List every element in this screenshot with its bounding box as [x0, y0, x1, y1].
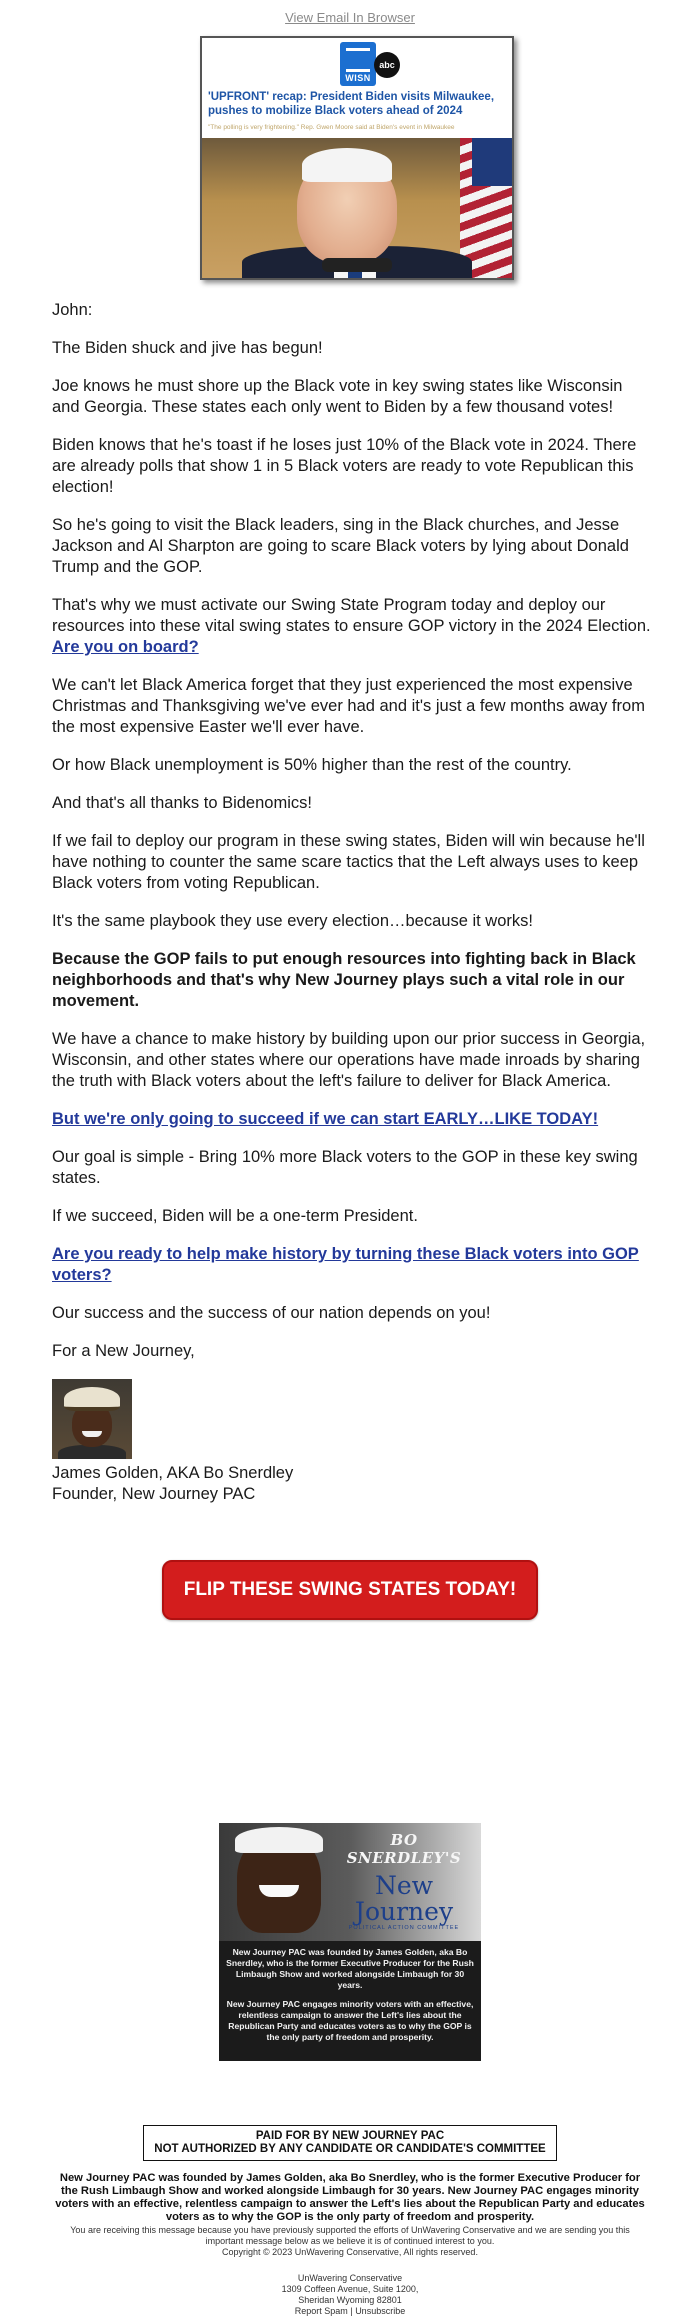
- promo-smile: [259, 1885, 299, 1897]
- promo-text-1: New Journey PAC was founded by James Golden, aka Bo Snerdley, who is the former Executive Producer for the Rush Limbaugh Show and worked alongside Limbaugh for 30 years.: [226, 1947, 474, 1990]
- news-quote: "The polling is very frightening." Rep. Gwen Moore said at Biden's event in Milwaukee: [208, 124, 455, 131]
- footer-notice: [54, 2225, 646, 2258]
- paragraph-14: If we succeed, Biden will be a one-term President.: [52, 1207, 418, 1225]
- paragraph-7: Or how Black unemployment is 50% higher than the rest of the country.: [52, 756, 572, 774]
- paragraph-13: Our goal is simple - Bring 10% more Black voters to the GOP in these key swing states.: [52, 1148, 638, 1187]
- signature-block: [52, 1463, 652, 1505]
- paragraph-8: And that's all thanks to Bidenomics!: [52, 794, 312, 812]
- promo-text-2: New Journey PAC engages minority voters with an effective, relentless campaign to answer the Left's lies about the Republican Party and educates voters as to why the GOP is the only party of freedom and prosperity.: [226, 1999, 474, 2042]
- greeting: John:: [52, 301, 93, 319]
- footer-links: [0, 2306, 700, 2317]
- signature-photo: [52, 1379, 132, 1459]
- address-line-2: Sheridan Wyoming 82801: [298, 2295, 402, 2305]
- wisn-logo: [340, 42, 376, 86]
- footer-about: New Journey PAC was founded by James Golden, aka Bo Snerdley, who is the former Executive Producer for the Rush Limbaugh Show and worked alongside Limbaugh for 30 years. New Journey PAC engages minority voters with an effective, relentless campaign to answer the Left's lies about the Republican Party and educates voters as to why the GOP is the only party of freedom and prosperity.: [55, 2172, 645, 2223]
- closing: For a New Journey,: [52, 1342, 195, 1360]
- view-in-browser-link[interactable]: View Email In Browser: [285, 10, 415, 25]
- microphone: [322, 258, 392, 272]
- new-journey-promo-card[interactable]: [219, 1823, 481, 2061]
- new-journey-logo: [331, 1831, 477, 1931]
- flip-swing-states-button[interactable]: FLIP THESE SWING STATES TODAY!: [162, 1560, 538, 1620]
- make-history-link[interactable]: Are you ready to help make history by turning these Black voters into GOP voters?: [52, 1245, 639, 1284]
- brand-sub-text: POLITICAL ACTION COMMITTEE: [348, 1925, 460, 1931]
- not-authorized-text: NOT AUTHORIZED BY ANY CANDIDATE OR CANDIDATE'S COMMITTEE: [154, 2143, 546, 2155]
- paragraph-9: If we fail to deploy our program in these swing states, Biden will win because he'll have nothing to counter the same scare tactics that the Left always uses to keep Black voters from voting Republican.: [52, 832, 645, 892]
- paragraph-6: We can't let Black America forget that they just experienced the most expensive Christmas and Thanksgiving we've ever had and it's just a few months away from the most expensive Easter we'll ever have.: [52, 676, 645, 736]
- biden-photo: [202, 138, 512, 278]
- news-headline: 'UPFRONT' recap: President Biden visits Milwaukee, pushes to mobilize Black voters ahead of 2024: [208, 91, 495, 117]
- paid-for-disclaimer: [143, 2125, 557, 2161]
- paragraph-4: So he's going to visit the Black leaders, sing in the Black churches, and Jesse Jackson and Al Sharpton are going to scare Black voters by lying about Donald Trump and the GOP.: [52, 516, 629, 576]
- signature-title: Founder, New Journey PAC: [52, 1485, 256, 1503]
- paragraph-1: The Biden shuck and jive has begun!: [52, 339, 323, 357]
- hero-news-image[interactable]: [200, 36, 514, 280]
- flag-canton: [472, 138, 512, 186]
- news-header: [202, 38, 512, 138]
- promo-photo: [219, 1823, 481, 1941]
- brand-top-text: BO SNERDLEY'S: [346, 1831, 462, 1867]
- paragraph-2: Joe knows he must shore up the Black vote in key swing states like Wisconsin and Georgia. These states each only went to Biden by a few thousand votes!: [52, 377, 623, 416]
- promo-description: [225, 1947, 475, 2051]
- on-board-link[interactable]: Are you on board?: [52, 638, 199, 656]
- copyright: Copyright © 2023 UnWavering Conservative, All rights reserved.: [222, 2247, 478, 2257]
- hair: [302, 148, 392, 182]
- org-name: UnWavering Conservative: [297, 2273, 403, 2283]
- paragraph-3: Biden knows that he's toast if he loses just 10% of the Black vote in 2024. There are already polls that show 1 in 5 Black voters are ready to vote Republican this election!: [52, 436, 637, 496]
- paragraph-15: Our success and the success of our nation depends on you!: [52, 1304, 491, 1322]
- paragraph-12: We have a chance to make history by building upon our prior success in Georgia, Wisconsin, and other states where our operations have made inroads by sharing the truth with Black voters about the left's failure to deliver for Black America.: [52, 1030, 646, 1090]
- signature-name: James Golden, AKA Bo Snerdley: [52, 1464, 294, 1482]
- brand-main-text: New Journey: [354, 1871, 454, 1926]
- cta-container: [0, 1560, 700, 1620]
- wisn-logo-text: WISN: [345, 73, 371, 83]
- paragraph-11-bold: Because the GOP fails to put enough resources into fighting back in Black neighborhoods and that's why New Journey plays such a vital role in our movement.: [52, 950, 636, 1010]
- paid-for-text: PAID FOR BY NEW JOURNEY PAC: [255, 2130, 445, 2142]
- link-separator: |: [350, 2306, 353, 2316]
- footer-address: [0, 2273, 700, 2317]
- start-early-link[interactable]: But we're only going to succeed if we can start EARLY…LIKE TODAY!: [52, 1110, 599, 1128]
- paragraph-10: It's the same playbook they use every election…because it works!: [52, 912, 533, 930]
- paragraph-5-text: That's why we must activate our Swing State Program today and deploy our resources into these vital swing states to ensure GOP victory in the 2024 Election.: [52, 596, 651, 635]
- unsubscribe-link[interactable]: Unsubscribe: [355, 2306, 406, 2316]
- receiving-notice: You are receiving this message because you have previously supported the efforts of UnWavering Conservative and we are sending you this important message below as we believe it is of continued interest to you.: [70, 2225, 630, 2246]
- promo-cap: [235, 1827, 323, 1853]
- abc-logo: abc: [374, 52, 400, 78]
- paragraph-5: [52, 595, 652, 658]
- address-line-1: 1309 Coffeen Avenue, Suite 1200,: [281, 2284, 419, 2294]
- report-spam-link[interactable]: Report Spam: [294, 2306, 348, 2316]
- email-body: [52, 300, 652, 1505]
